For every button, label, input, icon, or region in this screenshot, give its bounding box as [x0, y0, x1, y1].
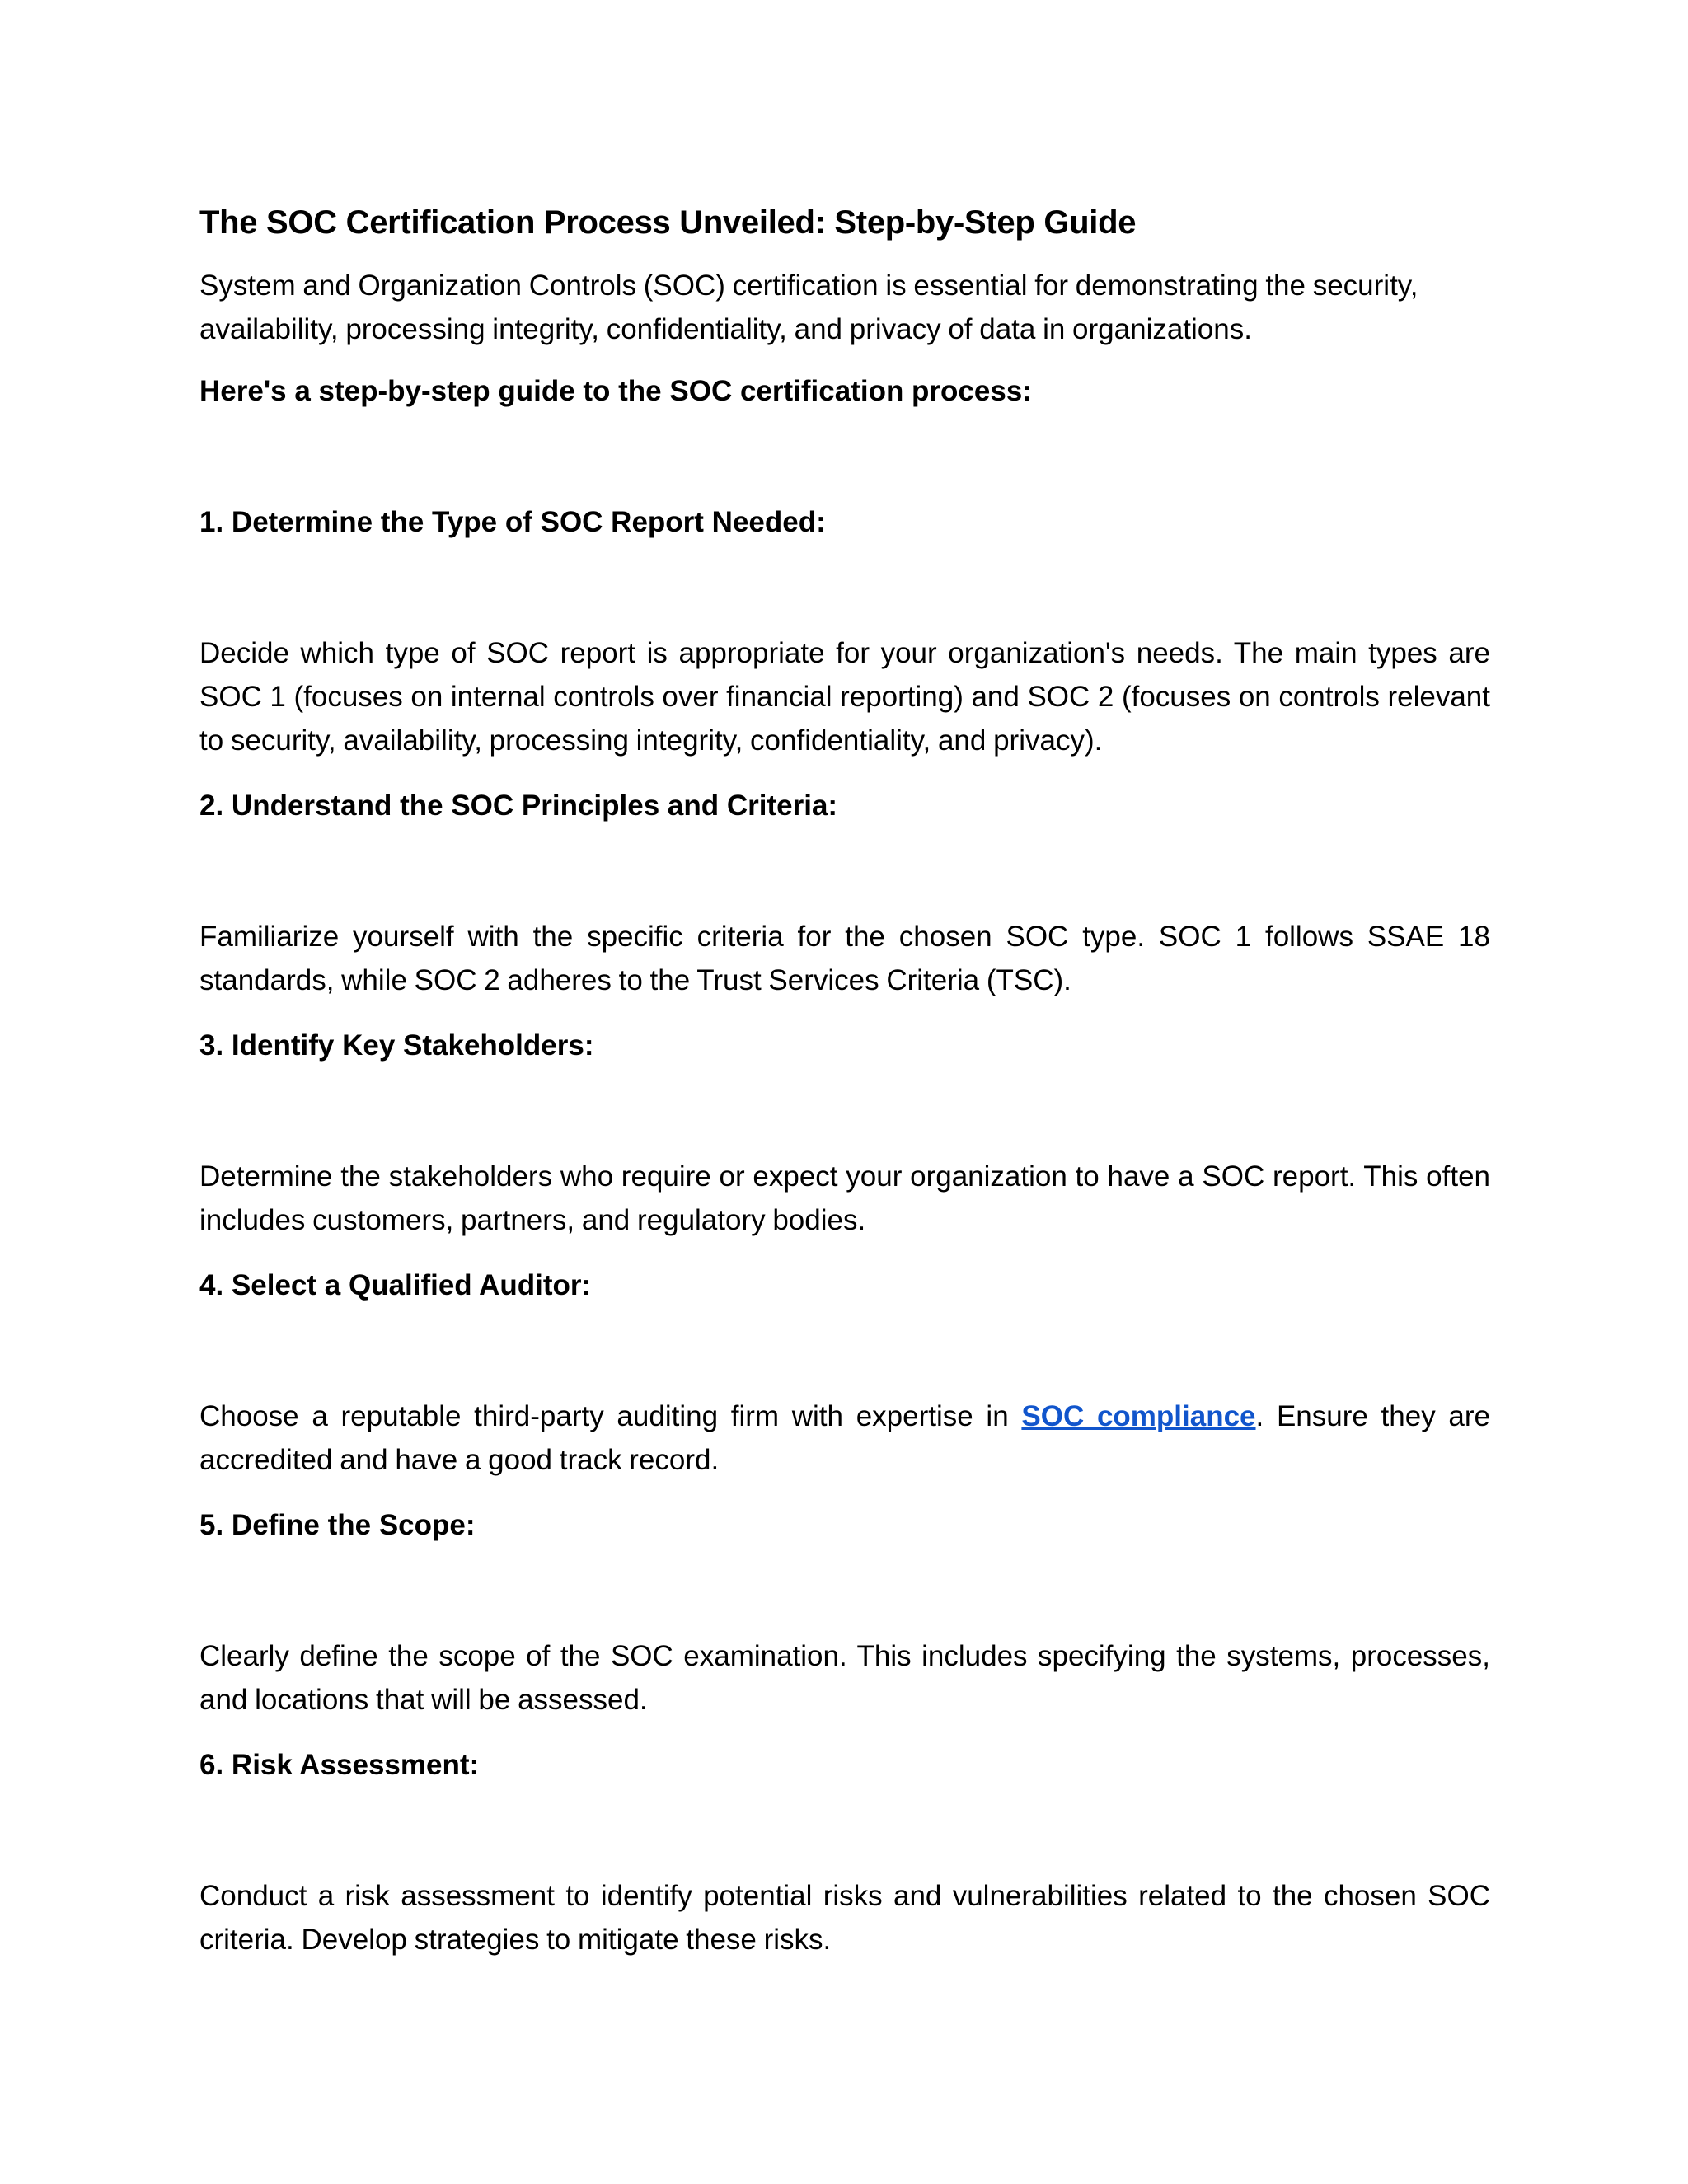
- intro-paragraph: System and Organization Controls (SOC) certification is essential for demonstrating the security, availability, processing integrity, confidentiality, and privacy of data in organizations.: [199, 269, 1418, 345]
- page-title: The SOC Certification Process Unveiled: Step-by-Step Guide: [199, 204, 1137, 241]
- step-4-body-after-link: . Ensure they are accredited and have a good track record.: [199, 1400, 1490, 1476]
- step-5-body: Clearly define the scope of the SOC examination. This includes specifying the systems, processes, and locations that will be assessed.: [199, 1640, 1490, 1716]
- step-3-body: Determine the stakeholders who require or expect your organization to have a SOC report. This often includes customers, partners, and regulatory bodies.: [199, 1160, 1490, 1236]
- step-6-heading: 6. Risk Assessment:: [199, 1749, 480, 1781]
- step-6-body: Conduct a risk assessment to identify potential risks and vulnerabilities related to the chosen SOC criteria. Develop strategies to mitigate these risks.: [199, 1880, 1490, 1956]
- step-1-heading: 1. Determine the Type of SOC Report Needed:: [199, 506, 826, 538]
- soc-compliance-link[interactable]: SOC compliance: [1021, 1400, 1256, 1432]
- step-4-body-before-link: Choose a reputable third-party auditing firm with expertise in: [199, 1400, 1022, 1432]
- step-1-body: Decide which type of SOC report is appropriate for your organization's needs. The main types are SOC 1 (focuses on internal controls over financial reporting) and SOC 2 (focuses on controls relevant to security, availability, processing integrity, confidentiality, and privacy).: [199, 637, 1490, 757]
- step-4-heading: 4. Select a Qualified Auditor:: [199, 1269, 592, 1301]
- step-5-heading: 5. Define the Scope:: [199, 1509, 476, 1541]
- step-3-heading: 3. Identify Key Stakeholders:: [199, 1029, 594, 1062]
- step-4-body: [199, 1394, 1490, 1482]
- step-2-heading: 2. Understand the SOC Principles and Criteria:: [199, 790, 838, 822]
- document-content: [199, 196, 1490, 1961]
- lead-heading: Here's a step-by-step guide to the SOC certification process:: [199, 375, 1032, 407]
- step-2-body: Familiarize yourself with the specific criteria for the chosen SOC type. SOC 1 follows SSAE 18 standards, while SOC 2 adheres to the Trust Services Criteria (TSC).: [199, 921, 1490, 996]
